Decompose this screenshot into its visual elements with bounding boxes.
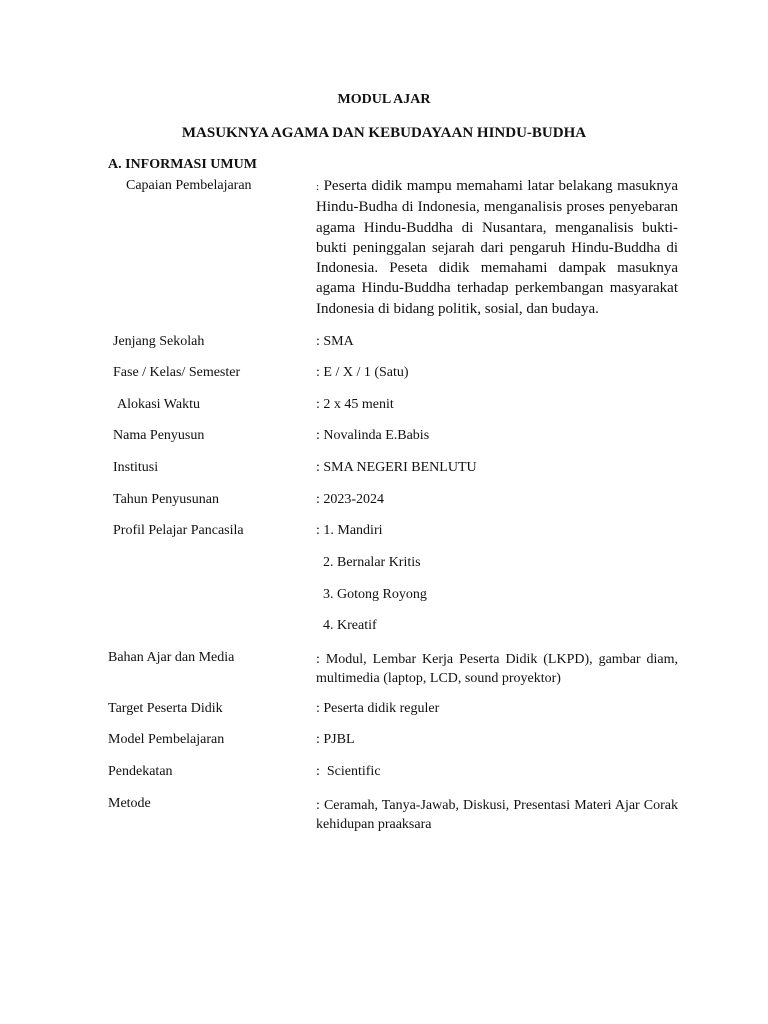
colon: : [316, 181, 320, 193]
value-model-pembelajaran: : PJBL [316, 732, 355, 747]
value-tahun-penyusunan: : 2023-2024 [316, 492, 385, 507]
label-tahun-penyusunan: Tahun Penyusunan [113, 492, 219, 507]
value-target-peserta-didik: : Peserta didik reguler [316, 701, 440, 716]
value-profil-item-2: 2. Bernalar Kritis [323, 555, 421, 570]
value-bahan-ajar-media: : Modul, Lembar Kerja Peserta Didik (LKPD), gambar diam, multimedia (laptop, LCD, sound proyektor) [316, 652, 678, 686]
value-metode: : Ceramah, Tanya-Jawab, Diskusi, Presentasi Materi Ajar Corak kehidupan praaksara [316, 798, 678, 832]
label-target-peserta-didik: Target Peserta Didik [108, 701, 223, 716]
value-jenjang-sekolah: : SMA [316, 334, 354, 349]
value-alokasi-waktu: : 2 x 45 menit [316, 397, 394, 412]
document-title: MODUL AJAR [337, 92, 431, 107]
label-alokasi-waktu: Alokasi Waktu [117, 397, 200, 412]
label-bahan-ajar-media: Bahan Ajar dan Media [108, 650, 235, 665]
value-profil-item-3: 3. Gotong Royong [323, 587, 427, 602]
label-institusi: Institusi [113, 460, 159, 475]
label-nama-penyusun: Nama Penyusun [113, 428, 205, 443]
section-heading-informasi-umum: A. INFORMASI UMUM [108, 157, 257, 172]
label-jenjang-sekolah: Jenjang Sekolah [113, 334, 205, 349]
value-profil-item-4: 4. Kreatif [323, 618, 377, 633]
label-capaian-pembelajaran: Capaian Pembelajaran [126, 178, 252, 193]
value-pendekatan: : Scientific [316, 764, 381, 779]
document-subtitle: MASUKNYA AGAMA DAN KEBUDAYAAN HINDU-BUDHA [181, 125, 587, 141]
label-profil-pelajar-pancasila: Profil Pelajar Pancasila [113, 523, 244, 538]
value-profil-item-1: : 1. Mandiri [316, 523, 383, 538]
label-fase-kelas-semester: Fase / Kelas/ Semester [113, 365, 241, 380]
capaian-text: Peserta didik mampu memahami latar belakang masuknya Hindu-Budha di Indonesia, menganalisis proses penyebaran agama Hindu-Buddha di Nusantara, menganalisis bukti-bukti peninggalan sejarah dari pengaruh Hindu-Buddha di Indonesia. Peseta didik memahami dampak masuknya agama Hindu-Buddha terhadap perkembangan masyarakat Indonesia di bidang politik, sosial, dan budaya. [316, 178, 678, 317]
value-institusi: : SMA NEGERI BENLUTU [316, 460, 477, 475]
label-metode: Metode [108, 796, 151, 811]
value-nama-penyusun: : Novalinda E.Babis [316, 428, 430, 443]
value-capaian-pembelajaran [316, 176, 678, 319]
value-fase-kelas-semester: : E / X / 1 (Satu) [316, 365, 409, 380]
label-pendekatan: Pendekatan [108, 764, 173, 779]
label-model-pembelajaran: Model Pembelajaran [108, 732, 225, 747]
